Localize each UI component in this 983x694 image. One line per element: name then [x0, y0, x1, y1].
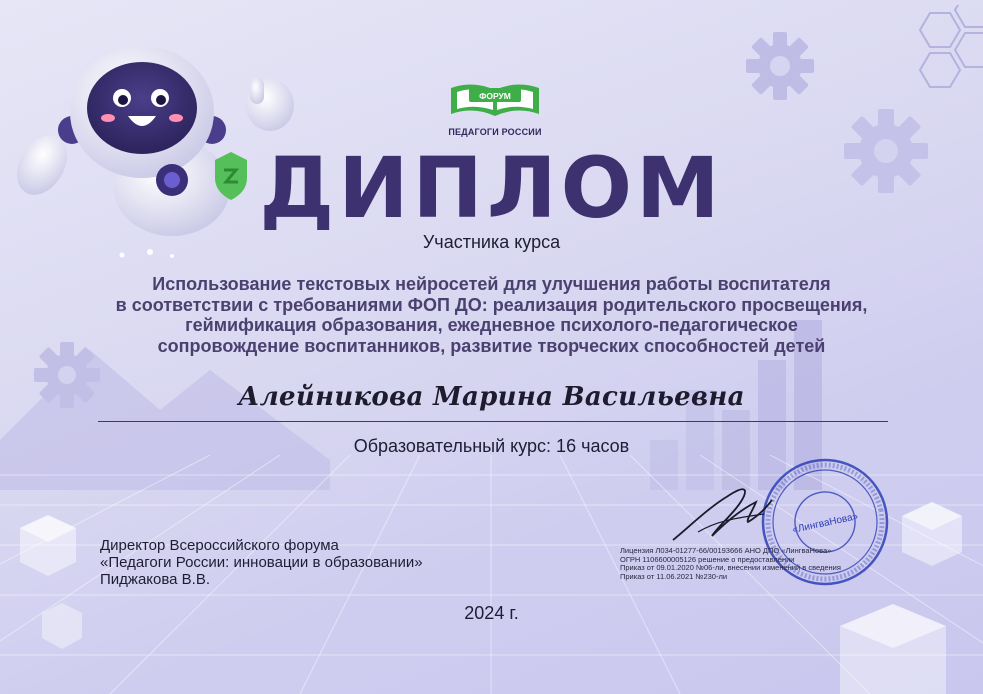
- gear-icon: [742, 28, 818, 104]
- license-line: Лицензия Л034-01277-66/00193666 АНО ДПО «ЛингваНова»: [620, 546, 832, 555]
- logo-word: ФОРУМ: [479, 91, 511, 101]
- stamp-center-text: «ЛингваНова»: [791, 511, 860, 536]
- cube-icon: [18, 510, 78, 580]
- course-hours: Образовательный курс: 16 часов: [353, 436, 630, 456]
- license-line: Приказ от 09.01.2020 №06-ли, внесении изменений в сведения: [620, 563, 841, 573]
- divider: [98, 421, 888, 422]
- license-line: ОГРН 1106600005126 решение о предоставлении: [620, 554, 795, 564]
- book-logo-icon: [447, 78, 543, 120]
- director-block: [100, 537, 423, 588]
- course-line: сопровождение воспитанников, развитие творческих способностей детей: [157, 335, 826, 356]
- page-title: ДИПЛОМ: [259, 139, 724, 237]
- course-line: геймификация образования, ежедневное психолого-педагогическое: [185, 315, 798, 335]
- license-block: [620, 547, 841, 581]
- recipient-name: Алейникова Марина Васильевна: [238, 382, 745, 412]
- cube-icon: [900, 498, 964, 570]
- director-line: Директор Всероссийского форума: [100, 537, 339, 554]
- director-line: «Педагоги России: инновации в образовании»: [100, 554, 423, 571]
- hexagon-pattern-icon: [900, 5, 983, 90]
- course-line: в соответствии с требованиями ФОП ДО: реализация родительского просвещения,: [115, 294, 868, 315]
- director-signature: [668, 478, 778, 548]
- subtitle: Участника курса: [422, 232, 561, 252]
- director-line: Пиджакова В.В.: [100, 571, 211, 588]
- logo-name: ПЕДАГОГИ РОССИИ: [448, 127, 542, 137]
- year: 2024 г.: [464, 603, 519, 623]
- license-line: Приказ от 11.06.2021 №230-ли: [620, 571, 728, 581]
- course-title: [60, 274, 923, 356]
- forum-logo: [440, 78, 550, 137]
- course-line: Использование текстовых нейросетей для улучшения работы воспитателя: [152, 274, 831, 294]
